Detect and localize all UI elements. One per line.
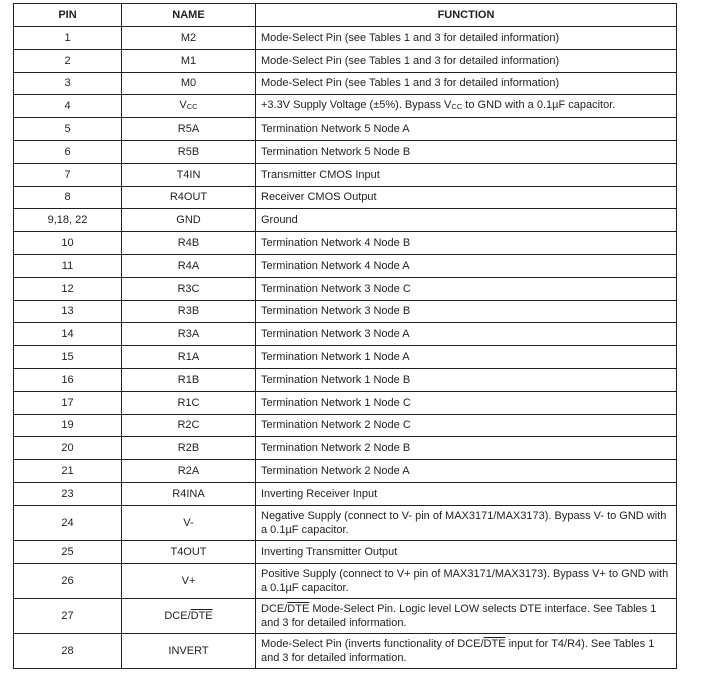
pin-cell: 16	[14, 368, 122, 391]
function-overline-text: $\overline{DTE}$	[287, 602, 310, 615]
pin-cell: 17	[14, 391, 122, 414]
function-cell: Receiver CMOS Output	[256, 186, 677, 209]
table-row	[14, 277, 677, 300]
function-cell: Mode-Select Pin (see Tables 1 and 3 for detailed information)	[256, 49, 677, 72]
pin-cell: 25	[14, 540, 122, 563]
function-text: +3.3V Supply Voltage (±5%). Bypass V	[261, 99, 452, 112]
table-row	[14, 540, 677, 563]
function-cell: Termination Network 1 Node B	[256, 368, 677, 391]
function-text: input for T4/R4). See Tables 1 and 3 for detailed information.	[261, 637, 655, 664]
table-row	[14, 118, 677, 141]
function-cell: Ground	[256, 209, 677, 232]
function-cell: Termination Network 2 Node A	[256, 460, 677, 483]
name-cell: R4OUT	[122, 186, 256, 209]
function-cell	[256, 633, 677, 668]
pin-cell: 2	[14, 49, 122, 72]
name-cell: R5B	[122, 140, 256, 163]
function-text: to GND with a 0.1µF capacitor.	[462, 99, 616, 112]
name-cell	[122, 598, 256, 633]
name-cell: R2C	[122, 414, 256, 437]
table-row	[14, 72, 677, 95]
table-row	[14, 254, 677, 277]
name-cell: INVERT	[122, 633, 256, 668]
pin-cell: 26	[14, 563, 122, 598]
function-cell: Mode-Select Pin (see Tables 1 and 3 for detailed information)	[256, 27, 677, 50]
table-row	[14, 163, 677, 186]
pin-cell: 14	[14, 323, 122, 346]
name-cell: R2B	[122, 437, 256, 460]
pin-cell: 9,18, 22	[14, 209, 122, 232]
table-row	[14, 391, 677, 414]
name-cell: R3C	[122, 277, 256, 300]
name-cell: V-	[122, 505, 256, 540]
name-cell: R1B	[122, 368, 256, 391]
pin-cell: 11	[14, 254, 122, 277]
pin-cell: 15	[14, 346, 122, 369]
table-row	[14, 414, 677, 437]
pin-cell: 21	[14, 460, 122, 483]
function-cell: Inverting Receiver Input	[256, 482, 677, 505]
function-cell: Inverting Transmitter Output	[256, 540, 677, 563]
function-column-header: FUNCTION	[256, 4, 677, 27]
pin-cell: 28	[14, 633, 122, 668]
table-row	[14, 460, 677, 483]
pin-cell: 1	[14, 27, 122, 50]
pin-cell: 24	[14, 505, 122, 540]
pin-cell: 20	[14, 437, 122, 460]
name-subscript: CC	[186, 102, 198, 112]
pin-cell: 7	[14, 163, 122, 186]
name-cell: R2A	[122, 460, 256, 483]
function-text: Mode-Select Pin (inverts functionality of DCE/	[261, 637, 484, 650]
name-cell: R1A	[122, 346, 256, 369]
name-cell: R4B	[122, 232, 256, 255]
name-cell: M0	[122, 72, 256, 95]
table-row	[14, 598, 677, 633]
name-main: V	[179, 99, 187, 112]
function-overline-text: $\overline{DTE}$	[483, 637, 506, 650]
name-cell: R3A	[122, 323, 256, 346]
pin-cell: 23	[14, 482, 122, 505]
table-row	[14, 27, 677, 50]
function-cell: Mode-Select Pin (see Tables 1 and 3 for detailed information)	[256, 72, 677, 95]
function-cell: Termination Network 2 Node B	[256, 437, 677, 460]
table-row	[14, 49, 677, 72]
table-row	[14, 346, 677, 369]
function-text: DCE/	[261, 602, 288, 615]
table-row	[14, 633, 677, 668]
pin-cell: 5	[14, 118, 122, 141]
function-cell: Transmitter CMOS Input	[256, 163, 677, 186]
table-row	[14, 209, 677, 232]
name-cell: GND	[122, 209, 256, 232]
pin-cell: 4	[14, 95, 122, 118]
function-cell: Termination Network 3 Node B	[256, 300, 677, 323]
table-header-row	[14, 4, 677, 27]
name-overline-text: $\overline{DTE}$	[190, 609, 213, 622]
table-row	[14, 437, 677, 460]
table-row	[14, 300, 677, 323]
name-text: DCE/	[164, 609, 191, 622]
table-row	[14, 186, 677, 209]
function-cell: Termination Network 4 Node B	[256, 232, 677, 255]
function-cell: Termination Network 5 Node A	[256, 118, 677, 141]
function-cell: Termination Network 1 Node A	[256, 346, 677, 369]
name-cell: R3B	[122, 300, 256, 323]
function-cell: Positive Supply (connect to V+ pin of MAX3171/MAX3173). Bypass V+ to GND with a 0.1µF capacitor.	[256, 563, 677, 598]
pin-cell: 12	[14, 277, 122, 300]
function-cell	[256, 95, 677, 118]
name-cell: M1	[122, 49, 256, 72]
pin-cell: 8	[14, 186, 122, 209]
table-row	[14, 368, 677, 391]
table-row	[14, 323, 677, 346]
pin-cell: 19	[14, 414, 122, 437]
function-cell	[256, 598, 677, 633]
pin-description-table	[13, 3, 677, 669]
function-subscript: CC	[451, 102, 463, 112]
name-cell: V+	[122, 563, 256, 598]
pin-cell: 27	[14, 598, 122, 633]
table-row	[14, 95, 677, 118]
function-cell: Termination Network 5 Node B	[256, 140, 677, 163]
pin-cell: 13	[14, 300, 122, 323]
name-cell: R4A	[122, 254, 256, 277]
name-cell: T4OUT	[122, 540, 256, 563]
function-cell: Termination Network 2 Node C	[256, 414, 677, 437]
function-cell: Termination Network 3 Node C	[256, 277, 677, 300]
pin-cell: 10	[14, 232, 122, 255]
pin-column-header: PIN	[14, 4, 122, 27]
name-cell: R4INA	[122, 482, 256, 505]
pin-cell: 3	[14, 72, 122, 95]
table-row	[14, 505, 677, 540]
name-cell: T4IN	[122, 163, 256, 186]
pin-cell: 6	[14, 140, 122, 163]
name-cell: R1C	[122, 391, 256, 414]
function-cell: Termination Network 1 Node C	[256, 391, 677, 414]
function-cell: Termination Network 4 Node A	[256, 254, 677, 277]
name-column-header: NAME	[122, 4, 256, 27]
table-row	[14, 140, 677, 163]
name-cell: M2	[122, 27, 256, 50]
function-cell: Negative Supply (connect to V- pin of MAX3171/MAX3173). Bypass V- to GND with a 0.1µF capacitor.	[256, 505, 677, 540]
function-cell: Termination Network 3 Node A	[256, 323, 677, 346]
table-row	[14, 232, 677, 255]
name-cell: R5A	[122, 118, 256, 141]
function-text: Mode-Select Pin. Logic level LOW selects DTE interface. See Tables 1 and 3 for detailed information.	[261, 602, 657, 629]
name-cell	[122, 95, 256, 118]
table-row	[14, 563, 677, 598]
table-row	[14, 482, 677, 505]
